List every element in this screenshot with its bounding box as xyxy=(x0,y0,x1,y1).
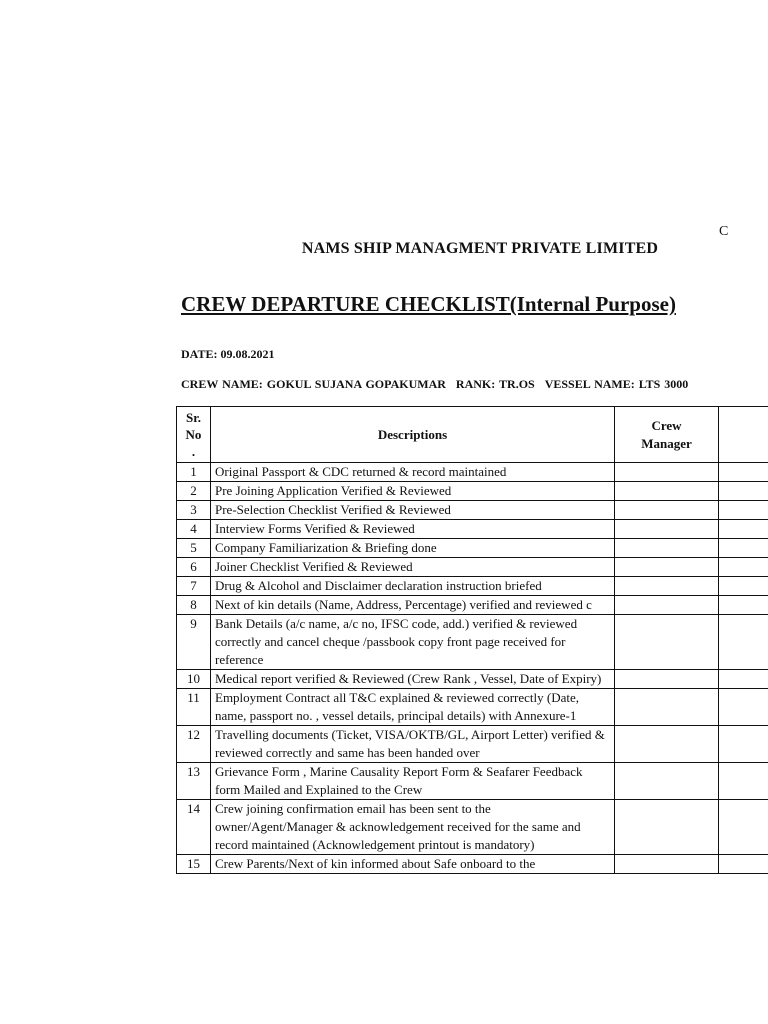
row-description: Original Passport & CDC returned & record maintained xyxy=(211,463,615,482)
row-extra-cell xyxy=(719,800,768,855)
crew-info-line xyxy=(181,377,698,392)
row-extra-cell xyxy=(719,577,768,596)
row-crew-manager-cell xyxy=(615,670,719,689)
row-extra-cell xyxy=(719,558,768,577)
company-name: NAMS SHIP MANAGMENT PRIVATE LIMITED xyxy=(301,240,659,257)
row-description: Company Familiarization & Briefing done xyxy=(211,539,615,558)
table-row xyxy=(177,670,768,689)
header-extra-column xyxy=(719,407,768,463)
row-crew-manager-cell xyxy=(615,855,719,874)
row-extra-cell xyxy=(719,501,768,520)
row-sr-no: 7 xyxy=(177,577,211,596)
table-row xyxy=(177,855,768,874)
row-description: Pre Joining Application Verified & Reviewed xyxy=(211,482,615,501)
table-row xyxy=(177,520,768,539)
table-row xyxy=(177,558,768,577)
row-sr-no: 12 xyxy=(177,726,211,763)
row-sr-no: 3 xyxy=(177,501,211,520)
row-sr-no: 8 xyxy=(177,596,211,615)
table-row xyxy=(177,800,768,855)
row-sr-no: 4 xyxy=(177,520,211,539)
table-row xyxy=(177,539,768,558)
row-description: Bank Details (a/c name, a/c no, IFSC code, add.) verified & reviewed correctly and cancel cheque /passbook copy front page received for reference xyxy=(211,615,615,670)
row-sr-no: 10 xyxy=(177,670,211,689)
table-header-row xyxy=(177,407,768,463)
header-sr-no xyxy=(177,407,211,463)
row-extra-cell xyxy=(719,520,768,539)
row-extra-cell xyxy=(719,689,768,726)
row-crew-manager-cell xyxy=(615,482,719,501)
table-row xyxy=(177,482,768,501)
row-sr-no: 2 xyxy=(177,482,211,501)
row-crew-manager-cell xyxy=(615,596,719,615)
row-description: Employment Contract all T&C explained & reviewed correctly (Date, name, passport no. , vessel details, principal details) with Annexure-1 xyxy=(211,689,615,726)
row-extra-cell xyxy=(719,855,768,874)
vessel-name: VESSEL NAME: LTS 3000 xyxy=(544,377,689,391)
checklist-table xyxy=(176,406,768,874)
row-sr-no: 1 xyxy=(177,463,211,482)
row-description: Grievance Form , Marine Causality Report Form & Seafarer Feedback form Mailed and Explained to the Crew xyxy=(211,763,615,800)
row-sr-no: 5 xyxy=(177,539,211,558)
row-sr-no: 6 xyxy=(177,558,211,577)
row-description: Crew Parents/Next of kin informed about Safe onboard to the xyxy=(211,855,615,874)
table-row xyxy=(177,615,768,670)
row-crew-manager-cell xyxy=(615,463,719,482)
row-description: Joiner Checklist Verified & Reviewed xyxy=(211,558,615,577)
checklist-table-container xyxy=(176,406,768,931)
row-extra-cell xyxy=(719,596,768,615)
row-sr-no: 11 xyxy=(177,689,211,726)
header-sr-line2: No xyxy=(185,427,202,442)
row-extra-cell xyxy=(719,670,768,689)
row-extra-cell xyxy=(719,763,768,800)
table-row xyxy=(177,689,768,726)
header-crew-manager-line1: Crew xyxy=(651,417,682,433)
table-row xyxy=(177,501,768,520)
header-crew-manager xyxy=(615,407,719,463)
row-description: Next of kin details (Name, Address, Percentage) verified and reviewed c xyxy=(211,596,615,615)
row-description: Drug & Alcohol and Disclaimer declaration instruction briefed xyxy=(211,577,615,596)
header-sr-line3: . xyxy=(191,444,196,459)
crew-rank: RANK: TR.OS xyxy=(455,377,535,391)
row-extra-cell xyxy=(719,539,768,558)
table-row xyxy=(177,596,768,615)
page-title: CREW DEPARTURE CHECKLIST(Internal Purpose) xyxy=(181,292,676,316)
row-crew-manager-cell xyxy=(615,539,719,558)
row-extra-cell xyxy=(719,615,768,670)
row-crew-manager-cell xyxy=(615,726,719,763)
row-crew-manager-cell xyxy=(615,800,719,855)
header-sr-line1: Sr. xyxy=(185,410,202,425)
edge-text-fragment: C xyxy=(719,224,729,239)
row-description: Travelling documents (Ticket, VISA/OKTB/GL, Airport Letter) verified & reviewed correctly and same has been handed over xyxy=(211,726,615,763)
row-description: Pre-Selection Checklist Verified & Reviewed xyxy=(211,501,615,520)
row-description: Medical report verified & Reviewed (Crew Rank , Vessel, Date of Expiry) xyxy=(211,670,615,689)
row-sr-no: 14 xyxy=(177,800,211,855)
row-crew-manager-cell xyxy=(615,520,719,539)
date-line: DATE: 09.08.2021 xyxy=(181,347,275,361)
crew-name: CREW NAME: GOKUL SUJANA GOPAKUMAR xyxy=(181,377,446,391)
row-extra-cell xyxy=(719,463,768,482)
row-crew-manager-cell xyxy=(615,558,719,577)
row-sr-no: 15 xyxy=(177,855,211,874)
table-row xyxy=(177,726,768,763)
row-description: Interview Forms Verified & Reviewed xyxy=(211,520,615,539)
row-crew-manager-cell xyxy=(615,763,719,800)
row-extra-cell xyxy=(719,726,768,763)
row-crew-manager-cell xyxy=(615,615,719,670)
table-row xyxy=(177,463,768,482)
table-row xyxy=(177,577,768,596)
row-description: Crew joining confirmation email has been sent to the owner/Agent/Manager & acknowledgement received for the same and record maintained (Acknowledgement printout is mandatory) xyxy=(211,800,615,855)
row-crew-manager-cell xyxy=(615,689,719,726)
row-crew-manager-cell xyxy=(615,577,719,596)
header-descriptions: Descriptions xyxy=(211,407,615,463)
row-sr-no: 13 xyxy=(177,763,211,800)
row-crew-manager-cell xyxy=(615,501,719,520)
header-crew-manager-line2: Manager xyxy=(641,435,692,451)
row-sr-no: 9 xyxy=(177,615,211,670)
table-row xyxy=(177,763,768,800)
row-extra-cell xyxy=(719,482,768,501)
